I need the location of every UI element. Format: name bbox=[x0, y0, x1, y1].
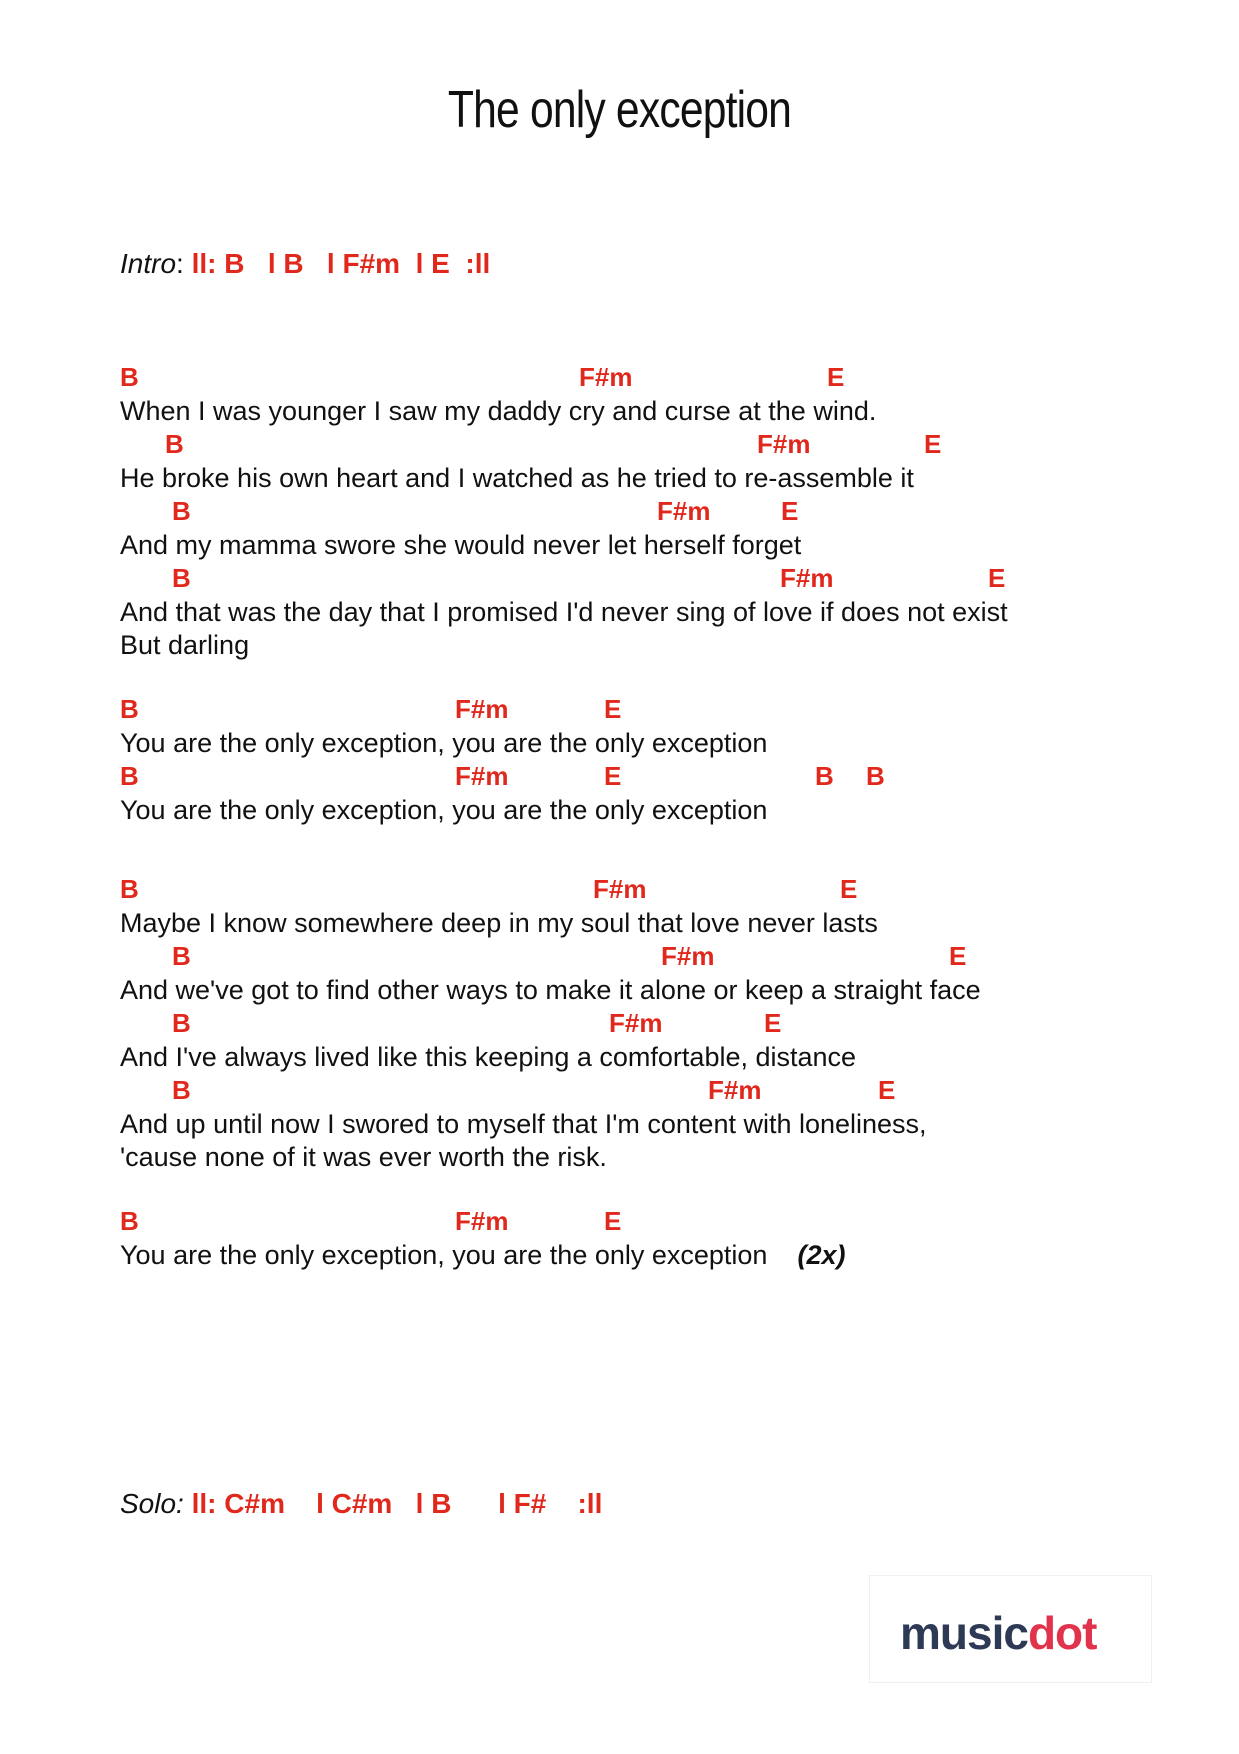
chord-symbol: E bbox=[764, 1008, 782, 1038]
chord-symbol: E bbox=[949, 941, 967, 971]
chord-symbol: B bbox=[120, 694, 139, 724]
chord-symbol: B bbox=[172, 496, 191, 526]
chord-symbol: F#m bbox=[661, 941, 715, 971]
intro-label: Intro bbox=[120, 248, 177, 279]
chord-symbol: E bbox=[988, 563, 1006, 593]
logo-wordmark bbox=[900, 1606, 1096, 1660]
lyric-text: And my mamma swore she would never let herself forget bbox=[120, 530, 802, 560]
lyric-text: And I've always lived like this keeping a comfortable, distance bbox=[120, 1042, 857, 1072]
song-title: The only exception bbox=[447, 81, 792, 139]
repeat-marker: (2x) bbox=[797, 1240, 846, 1270]
chord-symbol: F#m bbox=[757, 429, 811, 459]
chord-symbol: B bbox=[172, 941, 191, 971]
chord-symbol: F#m bbox=[455, 694, 509, 724]
chord-symbol: B bbox=[866, 761, 885, 791]
chord-symbol: F#m bbox=[579, 362, 633, 392]
chord-symbol: B bbox=[120, 874, 139, 904]
chord-symbol: B bbox=[120, 362, 139, 392]
lyric-text: You are the only exception, you are the only exception bbox=[120, 795, 768, 825]
chord-symbol: E bbox=[840, 874, 858, 904]
chord-symbol: E bbox=[604, 694, 622, 724]
solo-label: Solo: bbox=[120, 1488, 184, 1519]
lyric-text: And up until now I swored to myself that I'm content with loneliness, bbox=[120, 1109, 927, 1139]
chord-symbol: F#m bbox=[455, 1206, 509, 1236]
chord-symbol: B bbox=[120, 761, 139, 791]
chord-symbol: B bbox=[120, 1206, 139, 1236]
chord-symbol: E bbox=[924, 429, 942, 459]
solo-line bbox=[120, 1488, 602, 1520]
chord-symbol: B bbox=[815, 761, 834, 791]
lyric-words: You are the only exception, you are the only exception bbox=[120, 1240, 768, 1270]
chord-symbol: B bbox=[172, 1008, 191, 1038]
solo-chords: ll: C#m l C#m l B l F# :ll bbox=[191, 1488, 603, 1519]
chord-symbol: E bbox=[878, 1075, 896, 1105]
intro-separator: : bbox=[176, 248, 184, 279]
logo-text-accent: dot bbox=[1027, 1607, 1097, 1659]
chord-symbol: E bbox=[604, 1206, 622, 1236]
chord-symbol: F#m bbox=[593, 874, 647, 904]
chord-symbol: F#m bbox=[708, 1075, 762, 1105]
chord-symbol: E bbox=[604, 761, 622, 791]
logo-text-main: music bbox=[900, 1607, 1028, 1659]
lyric-text: You are the only exception, you are the only exception bbox=[120, 728, 768, 758]
lyric-text: He broke his own heart and I watched as he tried to re-assemble it bbox=[120, 463, 914, 493]
intro-chords: ll: B l B l F#m l E :ll bbox=[191, 248, 491, 279]
lyric-text: And we've got to find other ways to make it alone or keep a straight face bbox=[120, 975, 981, 1005]
chord-symbol: F#m bbox=[657, 496, 711, 526]
musicdot-logo bbox=[869, 1575, 1152, 1683]
chord-symbol: F#m bbox=[455, 761, 509, 791]
chord-symbol: E bbox=[827, 362, 845, 392]
lyric-text: And that was the day that I promised I'd never sing of love if does not exist bbox=[120, 597, 1008, 627]
lyric-text: 'cause none of it was ever worth the risk. bbox=[120, 1142, 607, 1172]
lyric-text: But darling bbox=[120, 630, 250, 660]
chord-symbol: F#m bbox=[609, 1008, 663, 1038]
lyric-text: When I was younger I saw my daddy cry and curse at the wind. bbox=[120, 396, 877, 426]
chord-symbol: B bbox=[172, 563, 191, 593]
intro-line bbox=[120, 248, 490, 280]
chord-symbol: B bbox=[172, 1075, 191, 1105]
chord-symbol: E bbox=[781, 496, 799, 526]
lyric-text bbox=[120, 1240, 845, 1271]
chord-symbol: F#m bbox=[780, 563, 834, 593]
lyric-text: Maybe I know somewhere deep in my soul that love never lasts bbox=[120, 908, 878, 938]
chord-symbol: B bbox=[165, 429, 184, 459]
